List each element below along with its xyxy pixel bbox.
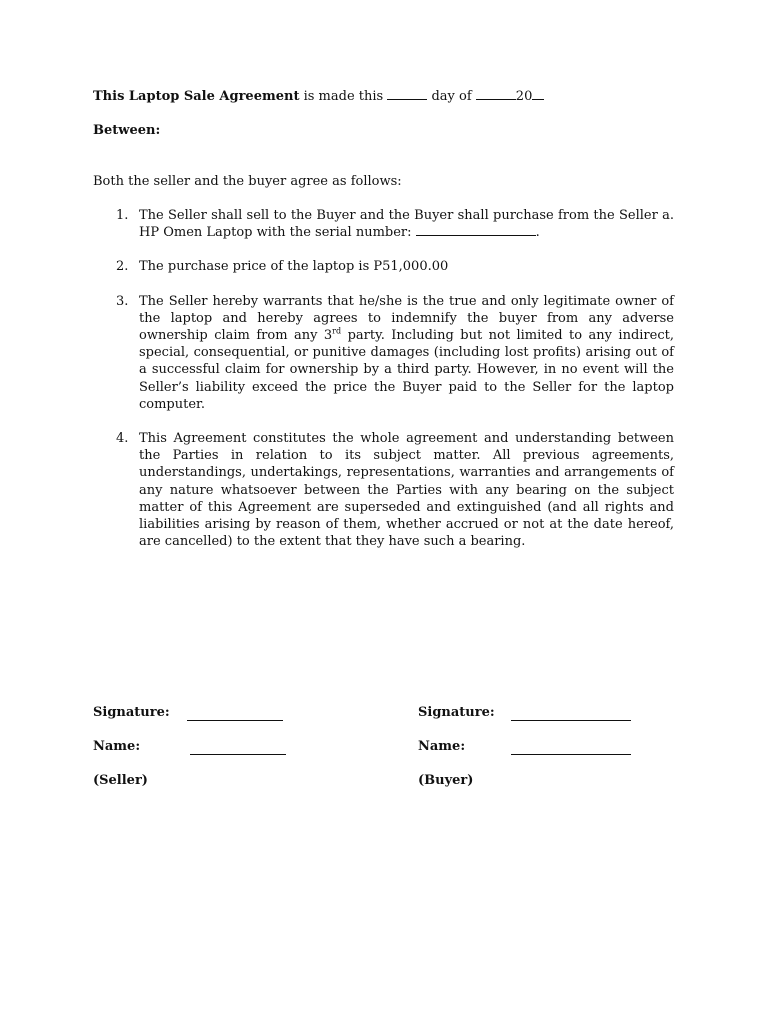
clause-text-cont: party. Including but not limited to any indirect, special, consequential, or punitive damages (including lost profits) arising out of a successful claim for ownership by a third party. However, in no event will the Seller’s liability exceed the price the Buyer paid to the Seller for the laptop computer. (139, 328, 674, 412)
clause-text: The purchase price of the laptop is P51,000.00 (139, 259, 449, 275)
clause-number: 2. (116, 259, 129, 275)
agreement-intro (93, 88, 544, 105)
buyer-name-label: Name: (418, 739, 466, 754)
clause-item (93, 258, 674, 275)
intro-text-made: is made this (299, 89, 388, 104)
agreement-title: This Laptop Sale Agreement (93, 89, 300, 104)
seller-signature-line[interactable] (187, 719, 283, 721)
year-blank (532, 88, 544, 100)
ordinal-superscript: rd (332, 326, 342, 336)
seller-name-label: Name: (93, 739, 141, 754)
clause-item (93, 430, 674, 550)
intro-text-year: 20 (515, 89, 533, 104)
clause-number: 1. (116, 208, 129, 223)
buyer-signature-label: Signature: (418, 705, 495, 720)
clause-text: The Seller shall sell to the Buyer and the Buyer shall purchase from the Seller a. HP Omen Laptop with the serial number: (139, 208, 674, 241)
clause-text: The Seller hereby warrants that he/she is the true and only legitimate owner of the laptop and hereby agrees to indemnify the buyer from any adverse ownership claim from any 3 (139, 293, 674, 344)
intro-text-day-of: day of (427, 89, 476, 104)
buyer-signature-line[interactable] (511, 719, 631, 721)
clause-number: 4. (116, 431, 129, 447)
clause-item (93, 293, 674, 413)
seller-role: (Seller) (93, 773, 148, 788)
clause-list (93, 207, 674, 550)
month-blank (476, 88, 516, 100)
day-blank (387, 88, 427, 100)
clause-item (93, 207, 674, 241)
between-label: Between: (93, 123, 161, 138)
seller-name-line[interactable] (190, 753, 286, 755)
buyer-role: (Buyer) (418, 773, 474, 788)
clause-text-end: . (535, 225, 540, 241)
serial-number-blank (416, 224, 536, 236)
clause-number: 3. (116, 293, 129, 309)
seller-signature-label: Signature: (93, 705, 170, 720)
agree-text: Both the seller and the buyer agree as follows: (93, 174, 402, 189)
clause-text: This Agreement constitutes the whole agreement and understanding between the Parties in relation to its subject matter. All previous agreements, understandings, undertakings, representations, warranties and arrangements of any nature whatsoever between the Parties with any bearing on the subject matter of this Agreement are superseded and extinguished (and all rights and liabilities arising by reason of them, whether accrued or not at the date hereof, are cancelled) to the extent that they have such a bearing. (139, 431, 674, 550)
buyer-name-line[interactable] (511, 753, 631, 755)
